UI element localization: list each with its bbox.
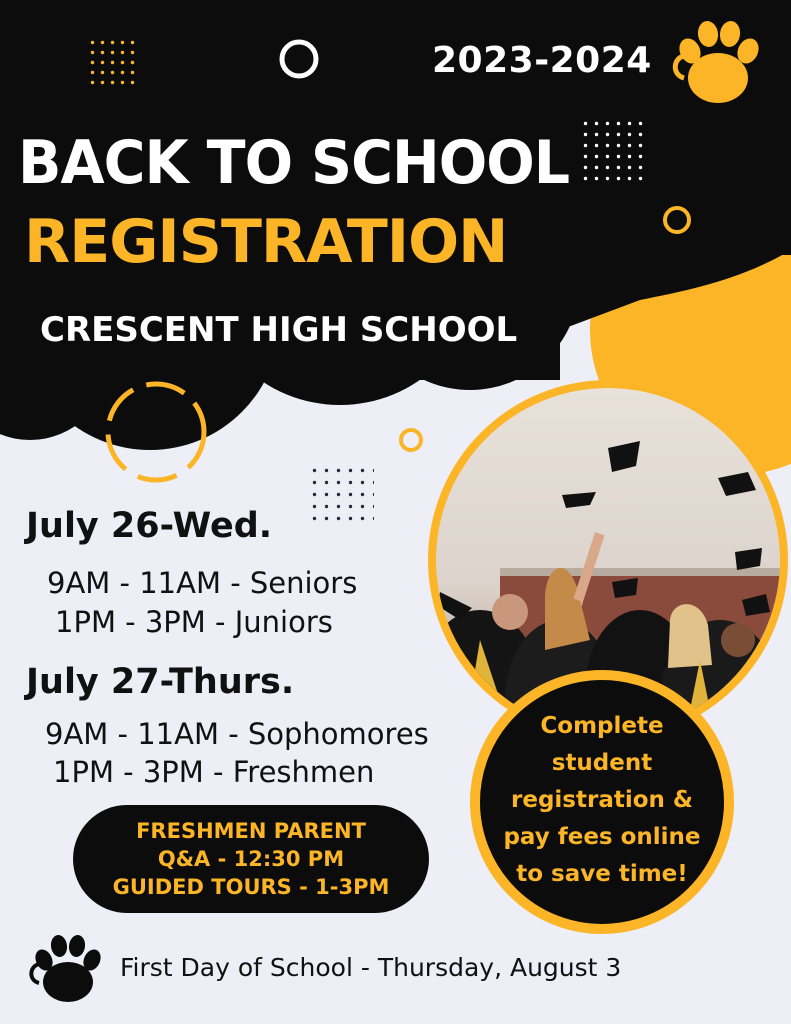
callout-line: student [551,750,653,776]
online-registration-callout [470,670,734,934]
schedule-slot: 1PM - 3PM - Freshmen [53,755,375,789]
freshmen-info-line: GUIDED TOURS - 1-3PM [112,875,390,899]
paw-print-icon [31,934,104,1002]
school-year: 2023-2024 [432,40,652,81]
schedule-day-2: July 27-Thurs. [26,662,295,702]
freshmen-info-line: Q&A - 12:30 PM [157,847,345,871]
callout-line: pay fees online [503,824,701,850]
ring-decoration [401,430,421,450]
freshmen-info-line: FRESHMEN PARENT [136,819,366,843]
dot-grid-decoration [582,118,648,184]
schedule-slot: 9AM - 11AM - Sophomores [45,717,429,751]
schedule-day-1: July 26-Wed. [26,506,273,546]
title-registration: REGISTRATION [24,207,508,277]
first-day-of-school: First Day of School - Thursday, August 3 [120,953,622,982]
schedule-slot: 1PM - 3PM - Juniors [55,605,333,639]
dot-grid-decoration [312,462,374,524]
schedule-slot: 9AM - 11AM - Seniors [47,566,358,600]
dot-grid-decoration [88,36,140,88]
freshmen-info-box [73,805,429,913]
school-name: CRESCENT HIGH SCHOOL [40,310,518,350]
callout-line: registration & [511,787,693,813]
callout-line: to save time! [516,861,688,887]
title-back-to-school: BACK TO SCHOOL [18,128,570,198]
callout-line: Complete [540,713,664,739]
